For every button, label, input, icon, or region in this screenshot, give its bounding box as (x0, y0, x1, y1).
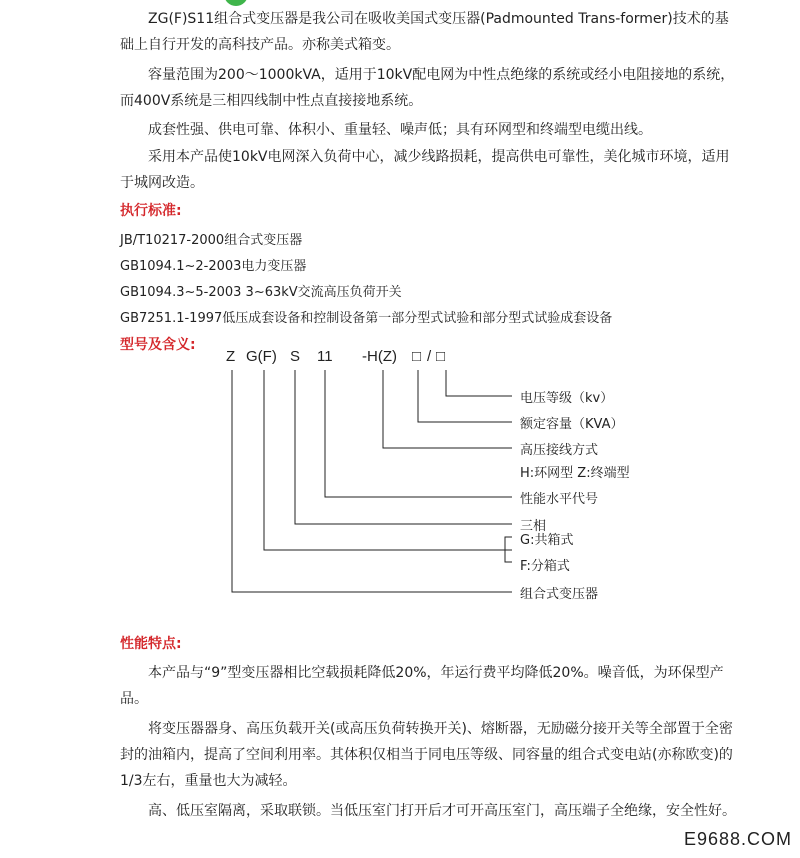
bracket-voltage (446, 370, 512, 396)
meaning-hv-wiring: 高压接线方式 (520, 443, 599, 458)
model-code-gf: G(F) (246, 348, 277, 365)
intro-paragraph-3: 成套性强、供电可靠、体积小、重量轻、噪声低；具有环网型和终端型电缆出线。 (148, 122, 652, 138)
intro-paragraph-2: 容量范围为200～1000kVA，适用于10kV配电网为中性点绝缘的系统或经小电阻接地的系统，而400V系统是三相四线制中性点直接接地系统。 (120, 67, 735, 109)
feature-paragraph-2: 将变压器器身、高压负载开关(或高压负荷转换开关)、熔断器，无励磁分接开关等全部置于全密封的油箱内，提高了空间利用率。其体积仅相当于同电压等级、同容量的组合式变电站(亦称欧变)的1/3左右，重量也大为减轻。 (120, 721, 733, 789)
standard-item: GB7251.1-1997低压成套设备和控制设备第一部分型式试验和部分型式试验成套设备 (120, 311, 613, 326)
model-code-s: S (290, 348, 301, 365)
model-code-11: 11 (317, 348, 333, 365)
model-code-hz: -H(Z) (362, 348, 397, 365)
meaning-combo: 组合式变压器 (520, 587, 599, 602)
model-code-box-voltage: □ (436, 348, 446, 365)
bracket-box-type (264, 370, 512, 550)
features-heading: 性能特点: (120, 636, 182, 652)
meaning-voltage: 电压等级（kv） (520, 391, 614, 406)
model-code-slash: / (427, 348, 432, 365)
standards-heading: 执行标准: (120, 203, 182, 219)
intro-paragraph-4: 采用本产品使10kV电网深入负荷中心，减少线路损耗，提高供电可靠性，美化城市环境，适用于城网改造。 (120, 149, 730, 191)
intro-paragraph-1: ZG(F)S11组合式变压器是我公司在吸收美国式变压器(Padmounted Trans-former)技术的基础上自行开发的高科技产品。亦称美式箱变。 (120, 11, 729, 53)
standard-item: JB/T10217-2000组合式变压器 (120, 233, 303, 248)
standard-item: GB1094.1~2-2003电力变压器 (120, 259, 307, 274)
bracket-three-phase (295, 370, 512, 524)
model-heading: 型号及含义: (120, 337, 196, 353)
meaning-hv-wiring-detail: H:环网型 Z:终端型 (520, 466, 630, 481)
bracket-combo (232, 370, 512, 592)
meaning-perf-code: 性能水平代号 (520, 492, 599, 507)
meaning-three-phase: 三相 (520, 519, 547, 534)
model-code-box-capacity: □ (412, 348, 422, 365)
meaning-capacity: 额定容量（KVA） (520, 417, 624, 432)
feature-paragraph-3: 高、低压室隔离，采取联锁。当低压室门打开后才可开高压室门，高压端子全绝缘，安全性好。 (148, 803, 736, 819)
watermark: E9688.COM (683, 829, 792, 849)
meaning-f-box: F:分箱式 (520, 559, 570, 574)
feature-paragraph-1: 本产品与“9”型变压器相比空载损耗降低20%，年运行费平均降低20%。噪音低，为环保型产品。 (120, 665, 724, 707)
bracket-hv-wiring (383, 370, 512, 448)
model-code-z: Z (226, 348, 236, 365)
meaning-g-box: G:共箱式 (520, 533, 574, 548)
standard-item: GB1094.3~5-2003 3~63kV交流高压负荷开关 (120, 285, 402, 300)
